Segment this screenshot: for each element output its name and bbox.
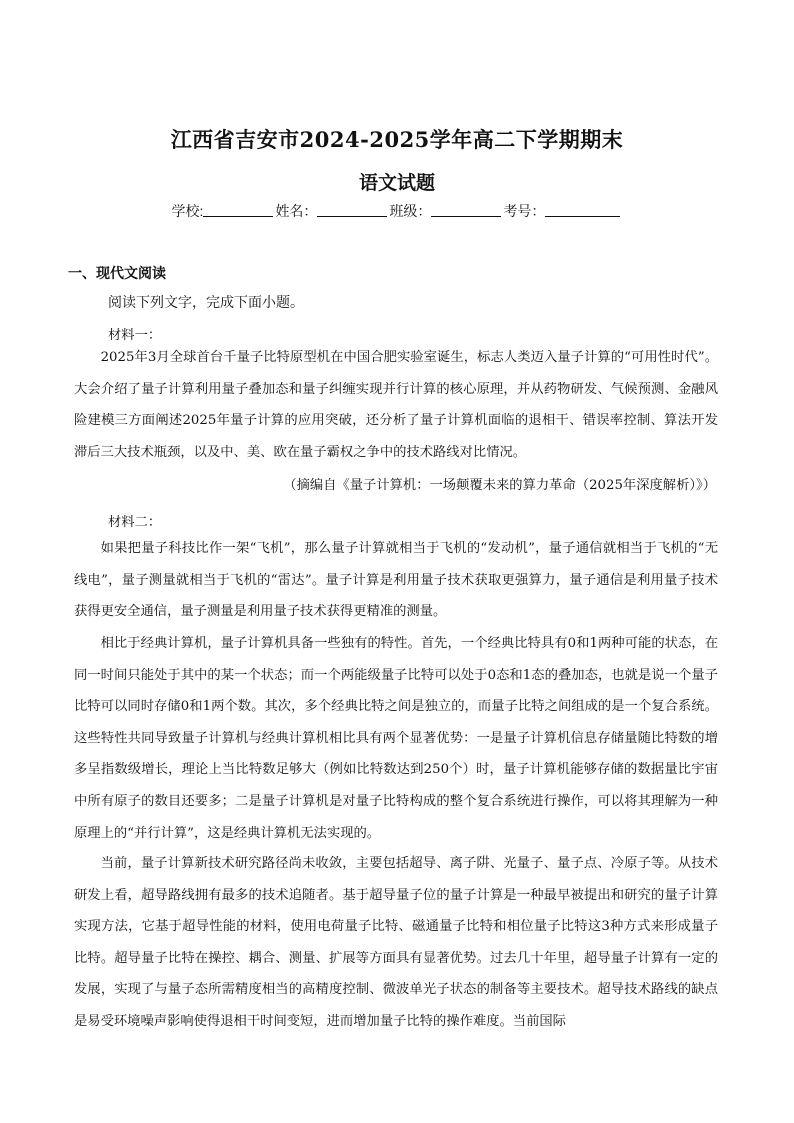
student-info-fields (0, 201, 794, 221)
material-2-label: 材料二： (108, 515, 162, 530)
page-title: 江西省吉安市2024-2025学年高二下学期期末 (170, 127, 624, 152)
number-label: 考号： (503, 203, 546, 219)
name-label: 姓名： (275, 203, 318, 219)
class-blank (431, 202, 501, 217)
school-blank (203, 202, 273, 217)
instruction-text: 阅读下列文字，完成下面小题。 (108, 294, 304, 310)
section-heading: 一、现代文阅读 (68, 265, 166, 281)
material-1-label: 材料一： (108, 328, 162, 343)
material-1-text: 2025年3月全球首台千量子比特原型机在中国合肥实验室诞生，标志人类迈入量子计算的“可用性时代”。大会介绍了量子计算利用量子叠加态和量子纠缠实现并行计算的核心原理，并从药物研发、气候预测、金融风险建模三方面阐述2025年量子计算的应用突破，还分析了量子计算机面临的退相干、错误率控制、算法开发滞后三大技术瓶颈，以及中、美、欧在量子霸权之争中的技术路线对比情况。 (74, 350, 718, 460)
page-subtitle: 语文试题 (358, 172, 435, 194)
material-2-paragraph-1: 如果把量子科技比作一架“飞机”，那么量子计算就相当于飞机的“发动机”，量子通信就相当于飞机的“无线电”，量子测量就相当于飞机的“雷达”。量子计算是利用量子技术获取更强算力，量子通信是利用量子技术获得更安全通信，量子测量是利用量子技术获得更精准的测量。 (74, 541, 718, 620)
school-label: 学校: (171, 203, 204, 219)
name-blank (317, 202, 387, 217)
material-2-paragraph-3: 当前，量子计算新技术研究路径尚未收敛，主要包括超导、离子阱、光量子、量子点、冷原子等。从技术研发上看，超导路线拥有最多的技术追随者。基于超导量子位的量子计算是一种最早被提出和研究的量子计算实现方法，它基于超导性能的材料，使用电荷量子比特、磁通量子比特和相位量子比特这3种方式来形成量子比特。超导量子比特在操控、耦合、测量、扩展等方面具有显著优势。过去几十年里，超导量子计算有一定的发展，实现了与量子态所需精度相当的高精度控制、微波单光子状态的制备等主要技术。超导技术路线的缺点是易受环境噪声影响使得退相干时间变短，进而增加量子比特的操作难度。当前国际 (74, 856, 718, 1029)
material-2-paragraph-2: 相比于经典计算机，量子计算机具备一些独有的特性。首先，一个经典比特具有0和1两种可能的状态，在同一时间只能处于其中的某一个状态；而一个两能级量子比特可以处于0态和1态的叠加态，也就是说一个量子比特可以同时存储0和1两个数。其次，多个经典比特之间是独立的，而量子比特之间组成的是一个复合系统。这些特性共同导致量子计算机与经典计算机相比具有两个显著优势：一是量子计算机信息存储量随比特数的增多呈指数级增长，理论上当比特数足够大（例如比特数达到250个）时，量子计算机能够存储的数据量比宇宙中所有原子的数目还要多；二是量子计算机是对量子比特构成的整个复合系统进行操作，可以将其理解为一种原理上的“并行计算”，这是经典计算机无法实现的。 (74, 636, 718, 841)
number-blank (545, 202, 620, 217)
material-1-source: （摘编自《量子计算机：一场颠覆未来的算力革命（2025年深度解析）》） (283, 478, 716, 493)
class-label: 班级： (389, 203, 432, 219)
